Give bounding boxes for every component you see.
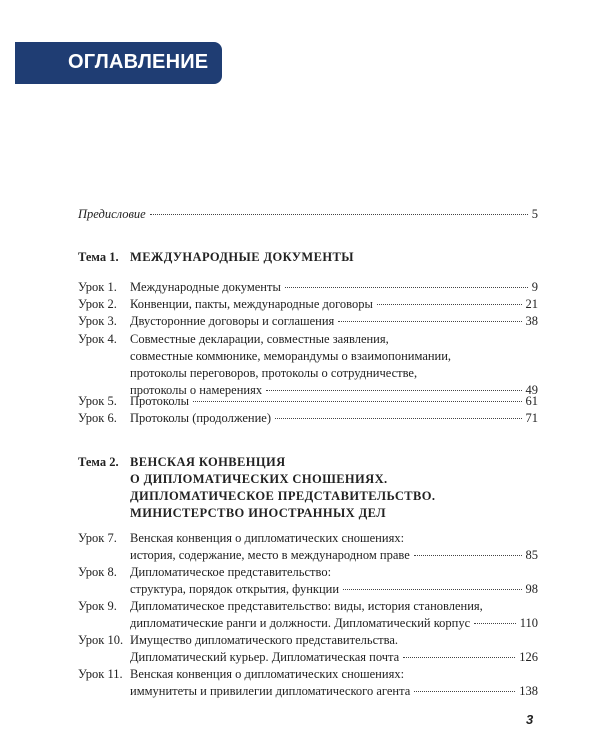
dot-leader: [414, 555, 522, 556]
lesson-label: Урок 10.: [78, 633, 124, 647]
lesson-title: Конвенции, пакты, международные договоры: [130, 297, 373, 311]
lesson-page: 71: [525, 411, 538, 425]
lesson-label: Урок 1.: [78, 280, 117, 294]
dot-leader: [403, 657, 515, 658]
lesson-title-line: протоколы о намерениях: [130, 383, 263, 397]
dot-leader: [193, 401, 521, 402]
lesson-title: Международные документы: [130, 280, 281, 294]
dot-leader: [414, 691, 515, 692]
lesson-page: 61: [525, 394, 538, 408]
toc-preface[interactable]: [78, 206, 538, 223]
dot-leader: [285, 287, 528, 288]
topic-title-line: ДИПЛОМАТИЧЕСКОЕ ПРЕДСТАВИТЕЛЬСТВО.: [130, 489, 436, 503]
dot-leader: [338, 321, 521, 322]
lesson-title-line: протоколы переговоров, протоколы о сотрудничестве,: [130, 366, 418, 380]
dot-leader: [377, 304, 522, 305]
dot-leader: [266, 390, 521, 391]
lesson-page: 98: [525, 582, 538, 596]
lesson-label: Урок 3.: [78, 314, 117, 328]
lesson-title-line: история, содержание, место в международном праве: [130, 548, 410, 562]
lesson-title-line: дипломатические ранги и должности. Дипломатический корпус: [130, 616, 471, 630]
topic-title-line: МИНИСТЕРСТВО ИНОСТРАННЫХ ДЕЛ: [130, 506, 386, 520]
lesson-title-line: Дипломатическое представительство:: [130, 565, 332, 579]
lesson-title-line: Совместные декларации, совместные заявления,: [130, 332, 389, 346]
lesson-title: Протоколы (продолжение): [130, 411, 271, 425]
lesson-label: Урок 8.: [78, 565, 117, 579]
dot-leader: [275, 418, 522, 419]
lesson-title: Двусторонние договоры и соглашения: [130, 314, 335, 328]
lesson-title-line: иммунитеты и привилегии дипломатического агента: [130, 684, 411, 698]
lesson-page: 38: [525, 314, 538, 328]
page-number: 3: [526, 712, 534, 727]
lesson-page: 126: [519, 650, 538, 664]
dot-leader: [150, 214, 528, 215]
lesson-title-line: структура, порядок открытия, функции: [130, 582, 340, 596]
lesson-title: Протоколы: [130, 394, 190, 408]
lesson-title-line: Имущество дипломатического представительства.: [130, 633, 398, 647]
dot-leader: [474, 623, 516, 624]
lesson-page: 49: [525, 383, 538, 397]
preface-title: Предисловие: [78, 207, 146, 221]
lesson-title-line: Дипломатический курьер. Дипломатическая почта: [130, 650, 400, 664]
lesson-title-line: Венская конвенция о дипломатических сношениях:: [130, 667, 405, 681]
topic-title-line: О ДИПЛОМАТИЧЕСКИХ СНОШЕНИЯХ.: [130, 472, 388, 486]
lesson-label: Урок 9.: [78, 599, 117, 613]
lesson-page: 138: [519, 684, 538, 698]
lesson-page: 21: [525, 297, 538, 311]
lesson-title-line: Венская конвенция о дипломатических сношениях:: [130, 531, 405, 545]
lesson-page: 9: [531, 280, 538, 294]
topic-label: Тема 1.: [78, 250, 119, 264]
dot-leader: [343, 589, 521, 590]
lesson-label: Урок 2.: [78, 297, 117, 311]
lesson-page: 85: [525, 548, 538, 562]
lesson-title-line: совместные коммюнике, меморандумы о взаимопонимании,: [130, 349, 452, 363]
lesson-label: Урок 6.: [78, 411, 117, 425]
lesson-title-line: Дипломатическое представительство: виды, история становления,: [130, 599, 483, 613]
topic-title-line: МЕЖДУНАРОДНЫЕ ДОКУМЕНТЫ: [130, 250, 354, 264]
lesson-label: Урок 5.: [78, 394, 117, 408]
lesson-label: Урок 11.: [78, 667, 123, 681]
topic-title-line: ВЕНСКАЯ КОНВЕНЦИЯ: [130, 455, 286, 469]
lesson-label: Урок 4.: [78, 332, 117, 346]
topic-title: [130, 249, 354, 266]
lesson-label: Урок 7.: [78, 531, 117, 545]
preface-page: 5: [531, 207, 538, 221]
topic-title: [130, 454, 435, 522]
page-title: ОГЛАВЛЕНИЕ: [68, 51, 209, 73]
lesson-page: 110: [519, 616, 538, 630]
topic-label: Тема 2.: [78, 455, 119, 469]
